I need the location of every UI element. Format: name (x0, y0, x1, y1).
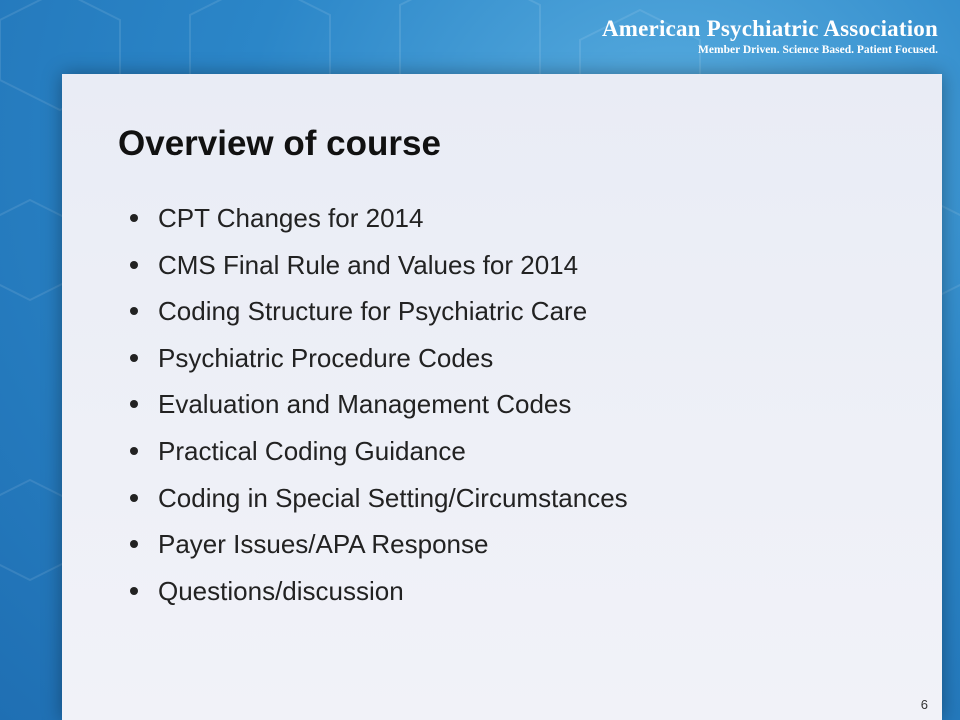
brand-logo (602, 16, 938, 56)
bullet-dot-icon (130, 447, 138, 455)
bullet-item (130, 202, 920, 249)
bullet-text: CMS Final Rule and Values for 2014 (158, 249, 579, 280)
bullet-text: Evaluation and Management Codes (158, 389, 572, 420)
brand-name: American Psychiatric Association (601, 16, 938, 41)
bullet-dot-icon (130, 261, 138, 269)
bullet-item (130, 342, 920, 389)
bullet-dot-icon (130, 307, 138, 315)
bullet-item (130, 249, 920, 296)
bullet-dot-icon (130, 400, 138, 408)
bullet-dot-icon (130, 540, 138, 548)
bullet-item (130, 295, 920, 342)
bullet-item (130, 482, 920, 529)
bullet-item (130, 575, 920, 622)
slide-title: Overview of course (118, 124, 441, 163)
bullet-text: Questions/discussion (158, 575, 404, 606)
bullet-text: Coding Structure for Psychiatric Care (158, 296, 588, 327)
bullet-dot-icon (130, 494, 138, 502)
brand-tagline: Member Driven. Science Based. Patient Focused. (698, 44, 938, 56)
bullet-item (130, 435, 920, 482)
bullet-dot-icon (130, 587, 138, 595)
bullet-item (130, 528, 920, 575)
bullet-list (130, 202, 920, 621)
bullet-item (130, 388, 920, 435)
bullet-text: Practical Coding Guidance (158, 435, 466, 466)
bullet-text: Coding in Special Setting/Circumstances (158, 482, 628, 513)
bullet-text: CPT Changes for 2014 (158, 203, 424, 233)
bullet-text: Payer Issues/APA Response (158, 529, 489, 560)
bullet-dot-icon (130, 214, 138, 222)
bullet-text: Psychiatric Procedure Codes (158, 342, 494, 373)
bullet-dot-icon (130, 354, 138, 362)
page-number: 6 (920, 697, 928, 712)
